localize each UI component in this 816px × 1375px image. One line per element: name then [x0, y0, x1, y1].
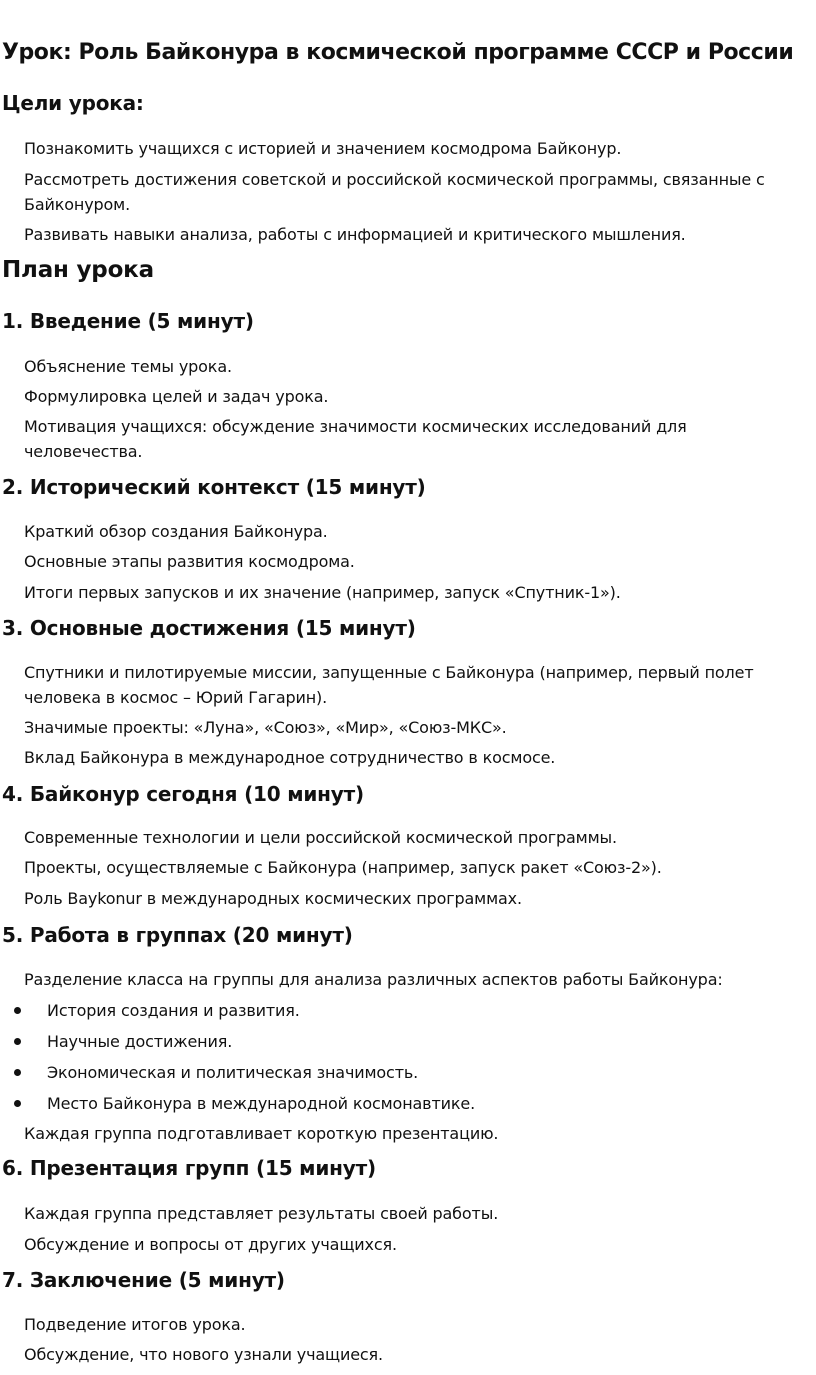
bullet-item: [0, 1061, 816, 1086]
bullet-item: [0, 1092, 816, 1117]
goal-item: Познакомить учащихся с историей и значением космодрома Байконур.: [24, 139, 622, 158]
bullet-item: [0, 999, 816, 1024]
section-item: Объяснение темы урока.: [24, 357, 232, 376]
bullet-icon: [14, 1038, 21, 1045]
bullet-icon: [14, 1100, 21, 1107]
section-item: Вклад Байконура в международное сотрудничество в космосе.: [24, 748, 556, 767]
section-item: Формулировка целей и задач урока.: [24, 387, 329, 406]
section-item: Обсуждение и вопросы от других учащихся.: [24, 1235, 397, 1254]
section-item: Роль Baykonur в международных космических программах.: [24, 889, 522, 908]
section-item: Обсуждение, что нового узнали учащиеся.: [24, 1345, 383, 1364]
bullet-text: Научные достижения.: [47, 1032, 233, 1051]
goal-item: Развивать навыки анализа, работы с информацией и критического мышления.: [24, 225, 686, 244]
section-item: Значимые проекты: «Луна», «Союз», «Мир», «Союз-МКС».: [24, 718, 507, 737]
bullet-icon: [14, 1007, 21, 1014]
section-item: Мотивация учащихся: обсуждение значимости космических исследований для человечества.: [24, 417, 687, 461]
section-heading-presentation: 6. Презентация групп (15 минут): [2, 1156, 376, 1180]
section-item: Основные этапы развития космодрома.: [24, 552, 355, 571]
bullet-item: [0, 1030, 816, 1055]
section-item: Современные технологии и цели российской космической программы.: [24, 828, 617, 847]
goals-heading: Цели урока:: [2, 91, 144, 115]
section-outro: Каждая группа подготавливает короткую презентацию.: [24, 1124, 499, 1143]
section-item: Итоги первых запусков и их значение (например, запуск «Спутник-1»).: [24, 583, 621, 602]
section-item: Краткий обзор создания Байконура.: [24, 522, 328, 541]
page-title: Урок: Роль Байконура в космической программе СССР и России: [2, 40, 794, 65]
bullet-text: Экономическая и политическая значимость.: [47, 1063, 419, 1082]
section-heading-groupwork: 5. Работа в группах (20 минут): [2, 923, 353, 947]
bullet-text: История создания и развития.: [47, 1001, 300, 1020]
section-heading-history: 2. Исторический контекст (15 минут): [2, 475, 426, 499]
plan-heading: План урока: [2, 257, 154, 283]
section-item: Спутники и пилотируемые миссии, запущенные с Байконура (например, первый полет человека в космос – Юрий Гагарин).: [24, 663, 754, 707]
section-item: Каждая группа представляет результаты своей работы.: [24, 1204, 499, 1223]
section-item: Подведение итогов урока.: [24, 1315, 246, 1334]
section-heading-achievements: 3. Основные достижения (15 минут): [2, 616, 416, 640]
section-heading-today: 4. Байконур сегодня (10 минут): [2, 782, 364, 806]
bullet-icon: [14, 1069, 21, 1076]
bullet-text: Место Байконура в международной космонавтике.: [47, 1094, 476, 1113]
section-heading-conclusion: 7. Заключение (5 минут): [2, 1268, 285, 1292]
section-item: Проекты, осуществляемые с Байконура (например, запуск ракет «Союз-2»).: [24, 858, 662, 877]
section-intro: Разделение класса на группы для анализа различных аспектов работы Байконура:: [24, 970, 723, 989]
goal-item: Рассмотреть достижения советской и российской космической программы, связанные с Байконуром.: [24, 170, 765, 214]
section-heading-intro: 1. Введение (5 минут): [2, 309, 254, 333]
